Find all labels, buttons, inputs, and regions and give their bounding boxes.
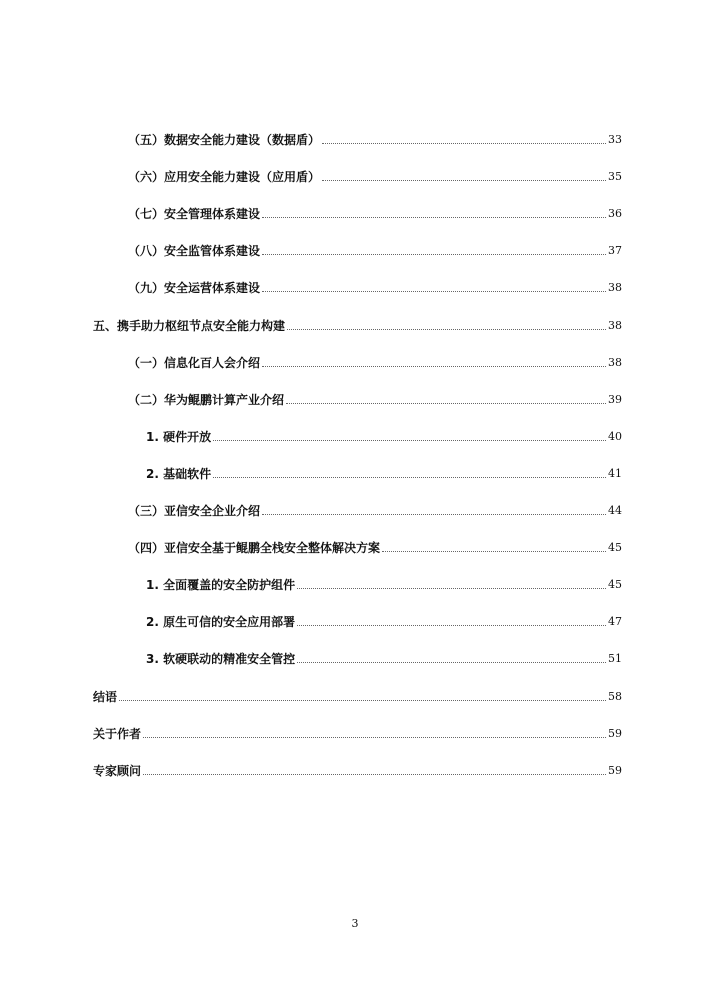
toc-entry-page-number: 36 [608, 207, 622, 220]
toc-entry[interactable] [146, 461, 622, 481]
toc-entry[interactable] [146, 609, 622, 629]
toc-entry-page-number: 45 [608, 578, 622, 591]
toc-entry-title: 专家顾问 [93, 764, 142, 778]
toc-entry-title: 3. 软硬联动的精准安全管控 [146, 652, 296, 666]
toc-entry-page-number: 45 [608, 541, 622, 554]
toc-entry-page-number: 44 [608, 504, 622, 517]
toc-entry[interactable] [128, 275, 622, 295]
toc-entry[interactable] [128, 387, 622, 407]
toc-entry[interactable] [128, 535, 622, 555]
dot-leader [119, 700, 606, 701]
dot-leader [143, 774, 606, 775]
toc-entry-page-number: 40 [608, 430, 622, 443]
dot-leader [297, 588, 606, 589]
toc-entry-title: （二）华为鲲鹏计算产业介绍 [128, 393, 285, 407]
toc-entry-title: （六）应用安全能力建设（应用盾） [128, 170, 321, 184]
toc-entry-page-number: 39 [608, 393, 622, 406]
toc-entry-page-number: 59 [608, 727, 622, 740]
toc-entry-title: 结语 [93, 690, 118, 704]
dot-leader [262, 514, 606, 515]
toc-entry-title: 1. 硬件开放 [146, 430, 212, 444]
toc-entry-title: （八）安全监管体系建设 [128, 244, 261, 258]
toc-entry-title: 2. 原生可信的安全应用部署 [146, 615, 296, 629]
dot-leader [213, 440, 606, 441]
dot-leader [143, 737, 606, 738]
dot-leader [262, 291, 606, 292]
toc-entry[interactable] [146, 424, 622, 444]
dot-leader [382, 551, 606, 552]
toc-entry[interactable] [128, 498, 622, 518]
dot-leader [287, 329, 606, 330]
dot-leader [322, 180, 606, 181]
toc-entry-title: （七）安全管理体系建设 [128, 207, 261, 221]
toc-entry-title: 2. 基础软件 [146, 467, 212, 481]
toc-entry-page-number: 47 [608, 615, 622, 628]
dot-leader [297, 625, 606, 626]
toc-entry[interactable] [146, 646, 622, 666]
toc-entry-page-number: 37 [608, 244, 622, 257]
toc-entry-title: （九）安全运营体系建设 [128, 281, 261, 295]
dot-leader [262, 217, 606, 218]
dot-leader [286, 403, 606, 404]
toc-entry[interactable] [146, 572, 622, 592]
toc-entry-page-number: 33 [608, 133, 622, 146]
toc-entry-title: （四）亚信安全基于鲲鹏全栈安全整体解决方案 [128, 541, 381, 555]
dot-leader [213, 477, 606, 478]
dot-leader [262, 254, 606, 255]
toc-entry-page-number: 41 [608, 467, 622, 480]
toc-entry[interactable] [93, 313, 622, 333]
page-number: 3 [351, 917, 359, 930]
toc-entry-page-number: 35 [608, 170, 622, 183]
toc-entry[interactable] [128, 127, 622, 147]
toc-entry-title: 1. 全面覆盖的安全防护组件 [146, 578, 296, 592]
toc-entry[interactable] [93, 758, 622, 778]
toc-entry[interactable] [93, 684, 622, 704]
toc-entry-title: 关于作者 [93, 727, 142, 741]
dot-leader [297, 662, 606, 663]
toc-entry-title: （三）亚信安全企业介绍 [128, 504, 261, 518]
toc-entry-title: 五、携手助力枢纽节点安全能力构建 [93, 319, 286, 333]
toc-entry-title: （一）信息化百人会介绍 [128, 356, 261, 370]
dot-leader [262, 366, 606, 367]
toc-entry-page-number: 51 [608, 652, 622, 665]
toc-entry-page-number: 38 [608, 281, 622, 294]
toc-entry-page-number: 38 [608, 356, 622, 369]
toc-entry[interactable] [93, 721, 622, 741]
toc-entry[interactable] [128, 350, 622, 370]
toc-entry[interactable] [128, 164, 622, 184]
toc-entry[interactable] [128, 201, 622, 221]
toc-entry-title: （五）数据安全能力建设（数据盾） [128, 133, 321, 147]
toc-entry-page-number: 58 [608, 690, 622, 703]
dot-leader [322, 143, 606, 144]
toc-entry-page-number: 59 [608, 764, 622, 777]
toc-entry-page-number: 38 [608, 319, 622, 332]
toc-entry[interactable] [128, 238, 622, 258]
